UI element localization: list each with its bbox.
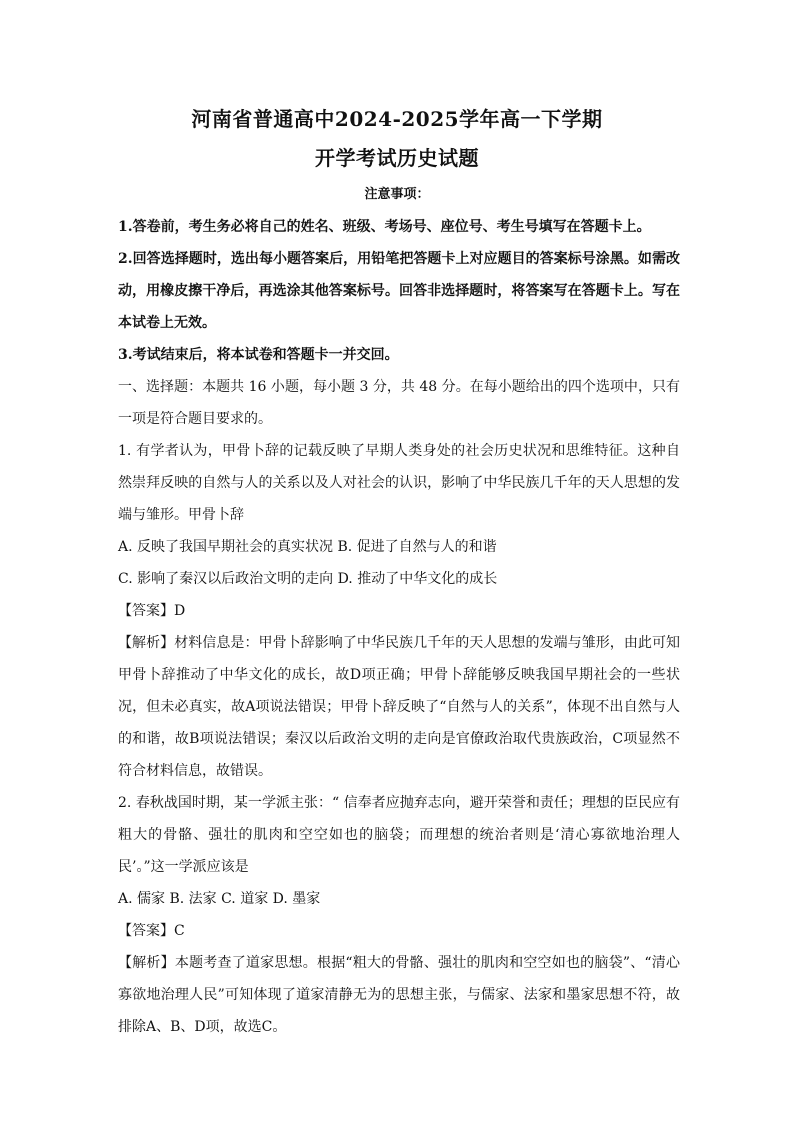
question-2-analysis: 【解析】本题考查了道家思想。根据“粗大的骨骼、强壮的肌肉和空空如也的脑袋”、“清心寡欲地治理人民”可知体现了道家清静无为的思想主张，与儒家、法家和墨家思想不符，故排除A、B、D项，故选C。 — [118, 955, 680, 1035]
question-1-answer: 【答案】D — [118, 603, 186, 619]
question-2-stem: 2. 春秋战国时期，某一学派主张：“ 信奉者应抛弃志向，避开荣誉和责任；理想的臣民应有粗大的骨骼、强壮的肌肉和空空如也的脑袋；而理想的统治者则是‘清心寡欲地治理人民’。”这一学派应该是 — [118, 795, 680, 875]
exam-title-line2: 开学考试历史试题 — [315, 146, 479, 170]
notice-item-2: 2.回答选择题时，选出每小题答案后，用铅笔把答题卡上对应题目的答案标号涂黑。如需改动，用橡皮擦干净后，再选涂其他答案标号。回答非选择题时，将答案写在答题卡上。写在本试卷上无效。 — [118, 251, 680, 331]
question-2-options: A. 儒家 B. 法家 C. 道家 D. 墨家 — [118, 891, 321, 907]
question-1-stem: 1. 有学者认为，甲骨卜辞的记载反映了早期人类身处的社会历史状况和思维特征。这种自然崇拜反映的自然与人的关系以及人对社会的认识，影响了中华民族几千年的天人思想的发端与雏形。甲骨卜辞 — [118, 443, 680, 523]
question-2-answer: 【答案】C — [118, 923, 185, 939]
question-1-options-ab: A. 反映了我国早期社会的真实状况 B. 促进了自然与人的和谐 — [118, 539, 497, 555]
exam-title-line1: 河南省普通高中2024-2025学年高一下学期 — [191, 107, 603, 131]
notice-heading: 注意事项： — [364, 187, 430, 202]
section-heading: 一、选择题：本题共 16 小题，每小题 3 分，共 48 分。在每小题给出的四个选项中，只有一项是符合题目要求的。 — [118, 379, 680, 427]
notice-item-3: 3.考试结束后，将本试卷和答题卡一并交回。 — [118, 347, 399, 363]
exam-body — [118, 211, 680, 1043]
notice-item-1: 1.答卷前，考生务必将自己的姓名、班级、考场号、座位号、考生号填写在答题卡上。 — [118, 219, 651, 235]
question-1-analysis: 【解析】材料信息是：甲骨卜辞影响了中华民族几千年的天人思想的发端与雏形，由此可知甲骨卜辞推动了中华文化的成长，故D项正确；甲骨卜辞能够反映我国早期社会的一些状况，但未必真实，故A项说法错误；甲骨卜辞反映了“自然与人的关系”，体现不出自然与人的和谐，故B项说法错误；秦汉以后政治文明的走向是官僚政治取代贵族政治，C项显然不符合材料信息，故错误。 — [118, 635, 680, 779]
question-1-options-cd: C. 影响了秦汉以后政治文明的走向 D. 推动了中华文化的成长 — [118, 571, 498, 587]
